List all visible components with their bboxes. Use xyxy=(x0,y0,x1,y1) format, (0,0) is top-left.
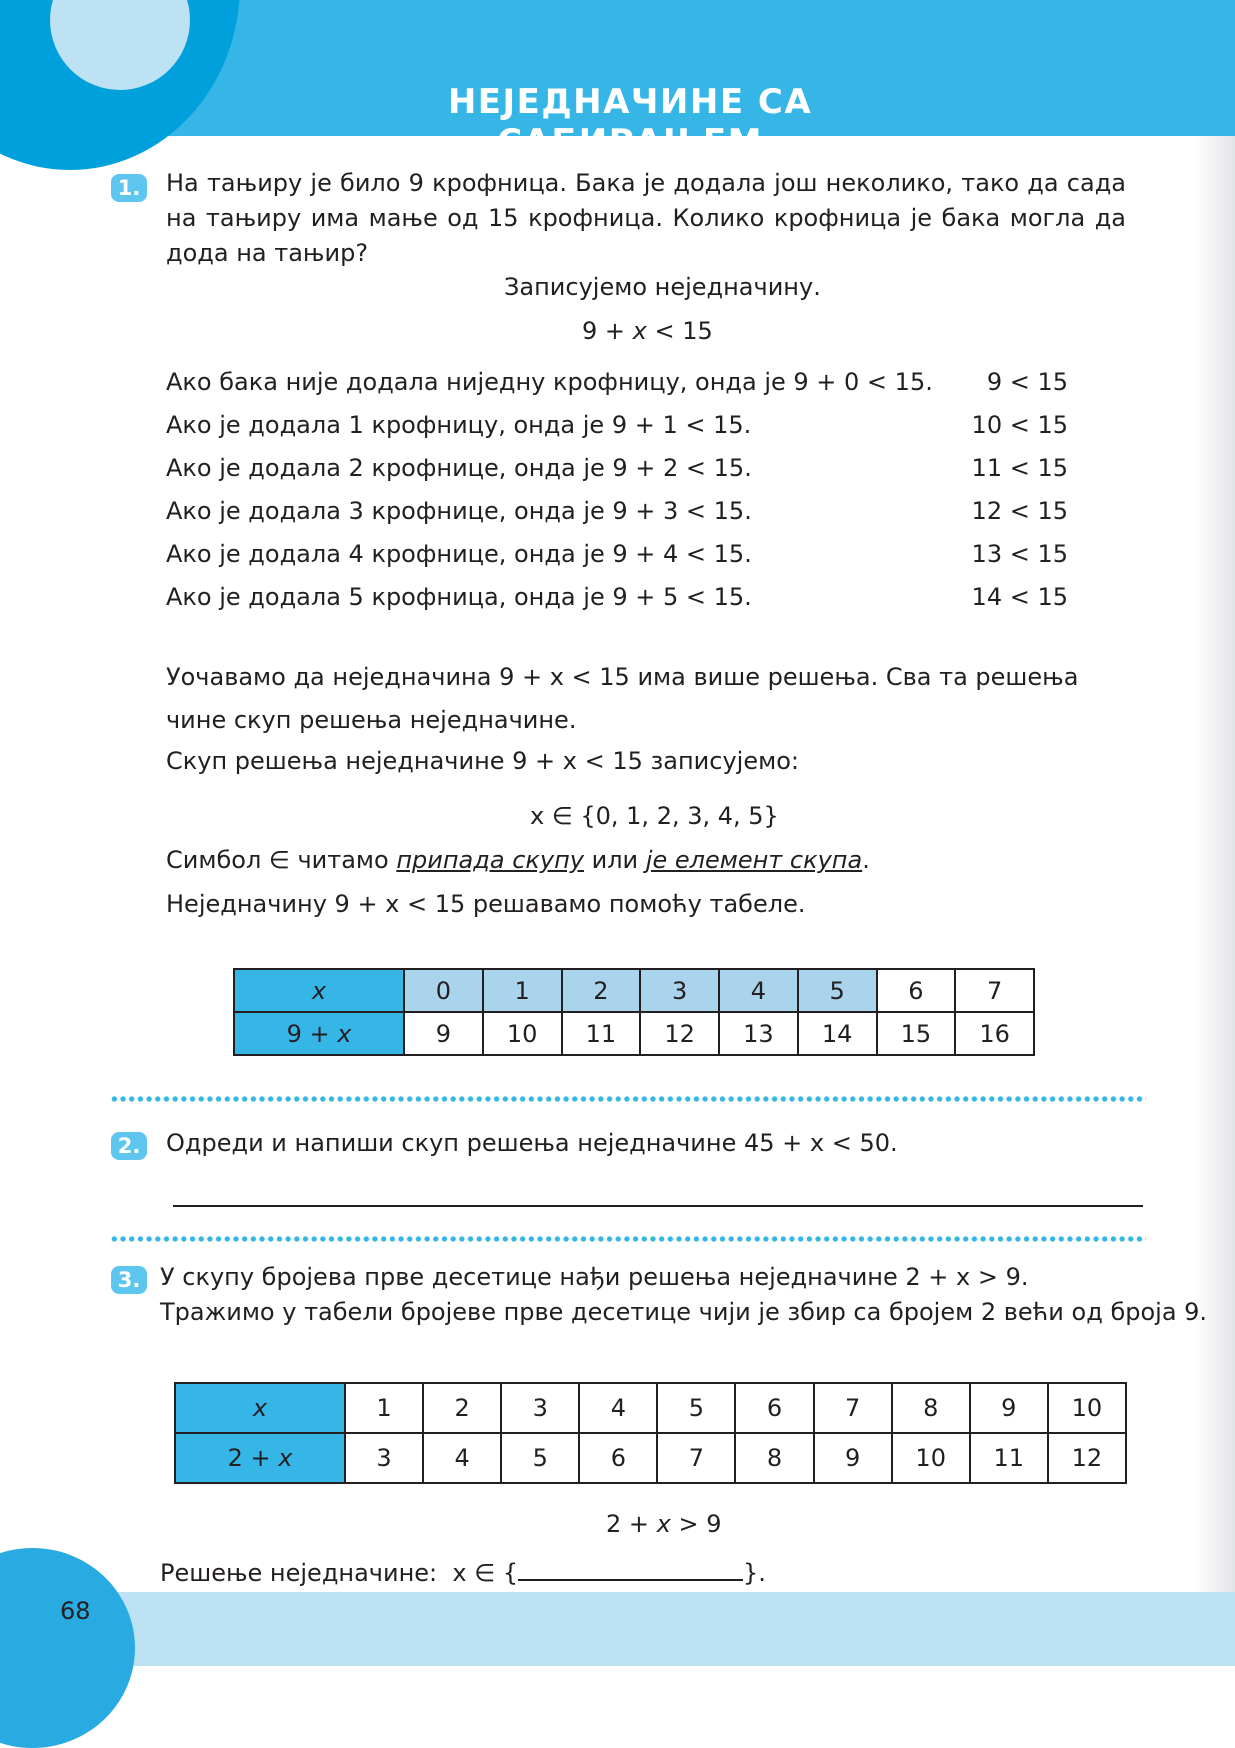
table-header-x: x xyxy=(175,1383,345,1433)
case-text: Ако је додала 5 крофница, онда је 9 + 5 < 15. xyxy=(166,583,752,611)
task-1-table xyxy=(233,968,1035,1056)
table-cell: 12 xyxy=(1048,1433,1126,1483)
case-result: 11 < 15 xyxy=(971,454,1068,482)
table-cell: 2 xyxy=(423,1383,501,1433)
case-text: Ако бака није додала ниједну крофницу, онда је 9 + 0 < 15. xyxy=(166,368,933,396)
table-header-sum: 9 + x xyxy=(234,1012,404,1055)
table-cell: 5 xyxy=(798,969,877,1012)
table-cell: 12 xyxy=(640,1012,719,1055)
table-cell: 2 xyxy=(562,969,641,1012)
task-3-badge: 3. xyxy=(111,1266,147,1294)
symbol-phrase-belongs: припада скупу xyxy=(396,846,584,874)
table-cell: 11 xyxy=(562,1012,641,1055)
table-cell: 4 xyxy=(579,1383,657,1433)
table-intro: Неједначину 9 + x < 15 решавамо помоћу табеле. xyxy=(166,890,806,918)
footer-band xyxy=(0,1592,1235,1666)
symbol-text-middle: или xyxy=(583,846,646,874)
case-result: 13 < 15 xyxy=(971,540,1068,568)
table-row-x xyxy=(234,969,1034,1012)
table-cell: 4 xyxy=(423,1433,501,1483)
page-title: НЕЈЕДНАЧИНЕ СА САБИРАЊЕМ xyxy=(447,82,813,162)
table-header-sum: 2 + x xyxy=(175,1433,345,1483)
table-row-sum xyxy=(175,1433,1126,1483)
answer-blank[interactable] xyxy=(518,1557,743,1581)
table-cell: 0 xyxy=(404,969,483,1012)
table-cell: 10 xyxy=(892,1433,970,1483)
table-cell: 11 xyxy=(970,1433,1048,1483)
case-result: 9 < 15 xyxy=(986,368,1068,396)
table-cell: 7 xyxy=(814,1383,892,1433)
case-result: 12 < 15 xyxy=(971,497,1068,525)
table-cell: 3 xyxy=(640,969,719,1012)
dotted-divider xyxy=(110,1096,1146,1102)
table-cell: 7 xyxy=(955,969,1034,1012)
case-result: 14 < 15 xyxy=(971,583,1068,611)
case-text: Ако је додала 3 крофнице, онда је 9 + 3 < 15. xyxy=(166,497,752,525)
symbol-explanation xyxy=(166,846,870,875)
case-text: Ако је додала 1 крофницу, онда је 9 + 1 < 15. xyxy=(166,411,752,439)
table-cell: 16 xyxy=(955,1012,1034,1055)
symbol-phrase-element: је елемент скупа xyxy=(645,846,863,874)
table-cell: 8 xyxy=(735,1433,813,1483)
task-2-text: Одреди и напиши скуп решења неједначине 45 + x < 50. xyxy=(166,1129,898,1157)
table-cell: 15 xyxy=(877,1012,956,1055)
answer-label: Решење неједначине: xyxy=(160,1559,438,1587)
table-cell: 1 xyxy=(483,969,562,1012)
table-cell: 1 xyxy=(345,1383,423,1433)
table-cell: 6 xyxy=(579,1433,657,1483)
table-cell: 5 xyxy=(501,1433,579,1483)
task-1-badge: 1. xyxy=(111,174,147,202)
table-row-x xyxy=(175,1383,1126,1433)
task-3-inequality: 2 + x > 9 xyxy=(606,1510,722,1538)
table-cell: 13 xyxy=(719,1012,798,1055)
task-1-text: На тањиру је било 9 крофница. Бака је додала још неколико, тако да сада на тањиру има мање од 15 крофница. Колико крофница је бака могла да дода на тањир? xyxy=(166,169,1126,267)
task-3-line-2: Тражимо у табели бројеве прве десетице чији је збир са бројем 2 већи од броја 9. xyxy=(160,1298,1208,1326)
table-cell: 14 xyxy=(798,1012,877,1055)
table-cell: 3 xyxy=(345,1433,423,1483)
case-text: Ако је додала 2 крофнице, онда је 9 + 2 < 15. xyxy=(166,454,752,482)
answer-prefix: x ∈ { xyxy=(452,1559,519,1587)
case-result: 10 < 15 xyxy=(971,411,1068,439)
page-number: 68 xyxy=(60,1597,91,1625)
table-row-sum xyxy=(234,1012,1034,1055)
table-cell: 8 xyxy=(892,1383,970,1433)
task-1-intro: Записујемо неједначину. xyxy=(504,273,821,301)
task-3-table xyxy=(174,1382,1127,1484)
answer-line[interactable] xyxy=(173,1205,1143,1207)
symbol-text-after: . xyxy=(862,846,870,874)
table-cell: 6 xyxy=(735,1383,813,1433)
task-2-badge: 2. xyxy=(111,1132,147,1160)
table-cell: 10 xyxy=(1048,1383,1126,1433)
solution-set: x ∈ {0, 1, 2, 3, 4, 5} xyxy=(530,802,779,830)
table-cell: 9 xyxy=(814,1433,892,1483)
table-cell: 5 xyxy=(657,1383,735,1433)
answer-suffix: }. xyxy=(743,1559,766,1587)
observe-text: Уочавамо да неједначина 9 + x < 15 има више решења. Сва та решења чине скуп решења неједначине. xyxy=(166,663,1079,734)
dotted-divider xyxy=(110,1236,1146,1242)
task-3-line-1: У скупу бројева прве десетице нађи решења неједначине 2 + x > 9. xyxy=(160,1263,1029,1291)
task-3-answer xyxy=(160,1557,766,1588)
set-intro: Скуп решења неједначине 9 + x < 15 записујемо: xyxy=(166,747,799,775)
table-cell: 9 xyxy=(404,1012,483,1055)
symbol-text-before: Симбол ∈ читамо xyxy=(166,846,397,874)
task-1-inequality: 9 + x < 15 xyxy=(582,317,713,345)
case-text: Ако је додала 4 крофнице, онда је 9 + 4 < 15. xyxy=(166,540,752,568)
table-cell: 3 xyxy=(501,1383,579,1433)
table-cell: 9 xyxy=(970,1383,1048,1433)
table-cell: 10 xyxy=(483,1012,562,1055)
table-cell: 7 xyxy=(657,1433,735,1483)
page-edge-shadow xyxy=(1195,0,1235,1666)
table-cell: 4 xyxy=(719,969,798,1012)
footer-circle xyxy=(0,1548,135,1748)
table-header-x: x xyxy=(234,969,404,1012)
table-cell: 6 xyxy=(877,969,956,1012)
